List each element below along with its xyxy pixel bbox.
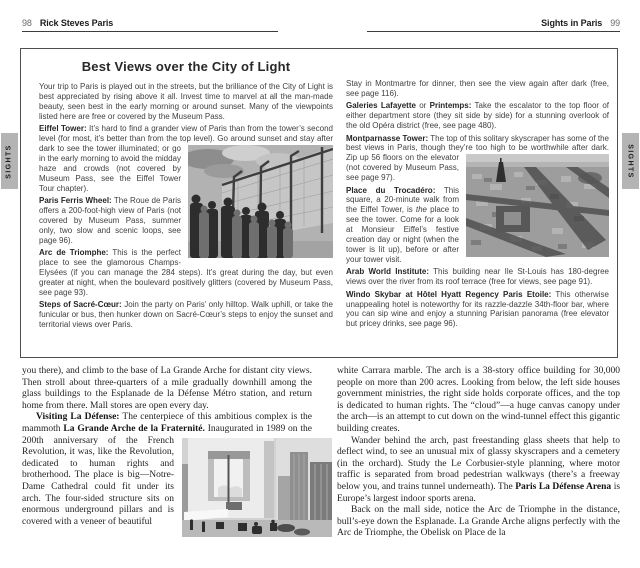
sights-tab-left xyxy=(1,133,18,189)
box-left-column xyxy=(39,57,333,351)
eiffel-tower-text-b: or go in the early morning to avoid the midday haze and crowds (not covered by Museum Pass, see the Eiffel Tower Tour chapter). xyxy=(39,143,181,193)
trocadero-text-b: place to see the tower. Come for a look at Monsieur Eiffel’s festive creation day or night (when the tower is lit up), before or after your tower visit. xyxy=(346,205,459,264)
left-running-head xyxy=(22,18,113,28)
sacre-coeur-text: Join the party on Paris’ only hilltop. Walk uphill, or take the funicular or bus, then hunker down on Sacré-Cœur’s steps to enjoy the sunset and territorial views over Paris. xyxy=(39,300,333,329)
galeries-lead: Galeries Lafayette xyxy=(346,101,416,111)
left-page-number: 98 xyxy=(22,18,32,28)
trocadero-text-a: This square, a 20-minute walk from the Eiffel Tower, is xyxy=(346,185,460,215)
grande-arche-bold-name: La Grande Arche de la Fraternité. xyxy=(63,423,205,434)
montmartre-continuation xyxy=(346,79,609,99)
sights-tab-right-label: SIGHTS xyxy=(627,143,634,179)
sacre-coeur-lead: Steps of Sacré-Cœur: xyxy=(39,300,122,310)
ferris-wheel-lead: Paris Ferris Wheel: xyxy=(39,195,112,205)
arab-world-institute-lead: Arab World Institute: xyxy=(346,267,430,277)
back-on-mall-side-text: Back on the mall side, notice the Arc de Triomphe in the distance, bull’s-eye down the Esplanade. La Grande Arche aligns perfectly with the Arc de Triomphe, the Obelisk on Place de la xyxy=(337,505,620,539)
sights-tab-right xyxy=(622,133,639,189)
wander-behind-arch-paragraph xyxy=(337,436,620,506)
left-book-title: Rick Steves Paris xyxy=(39,18,114,28)
back-on-mall-side-paragraph xyxy=(337,505,620,540)
galeries-lafayette-entry xyxy=(346,101,609,131)
ferris-wheel-text: The Roue de Paris offers a 200-foot-high view of Paris (not covered by Museum Pass, summer only, two slow and scenic loops, see page 96). xyxy=(39,195,181,245)
carrara-marble-text: white Carrara marble. The arch is a 38-story office building for 30,000 people on more than 200 acres. Looking from below, the left side houses government ministries, the right side holds corporate offices, and the top is dedicated to human rights. The “cloud”—a huge canvas canopy under the arch—is an attempt to cut down on the wind-tunnel effect this gigantic building creates. xyxy=(337,366,620,434)
montparnasse-text-a: The top of this solitary skyscraper has some of the best views in Paris, though they’re too high to be worthwhile after dark. Zip up 56 floors on the elevator xyxy=(346,133,609,163)
paris-la-defense-arena-bold: Paris La Défense Arena xyxy=(515,481,612,492)
paris-aerial-view-photo xyxy=(466,154,609,257)
arc-de-triomphe-text: This is the perfect place to see the glamorous Champs-Elysées (if you can manage the 284 steps). It’s great during the day, but even greater at night, when the boulevard positively glitters (covered by Museum Pass, see page 93). xyxy=(39,248,333,297)
windo-skybar-entry xyxy=(346,290,609,330)
arc-de-triomphe-lead: Arc de Triomphe: xyxy=(39,248,109,257)
galeries-text: Take the escalator to the top floor of either department store (they sit side by side) for a stunning overlook of the old Opéra district (free, see page 480). xyxy=(346,101,609,131)
sacre-coeur-entry xyxy=(39,300,333,330)
wander-text-b: is Europe’s largest indoor sports arena. xyxy=(337,481,621,504)
box-title: Best Views over the City of Light xyxy=(81,59,291,74)
left-header-rule xyxy=(22,31,278,32)
la-grande-arche-plaza-photo xyxy=(182,438,332,537)
right-section-title: Sights in Paris xyxy=(541,18,603,28)
trocadero-italic-the: the xyxy=(415,205,427,215)
box-intro-paragraph xyxy=(39,82,333,122)
right-running-head xyxy=(541,18,620,28)
best-views-sidebar-box xyxy=(20,48,618,358)
carrara-marble-paragraph xyxy=(337,366,620,436)
right-page-number: 99 xyxy=(610,18,620,28)
box-right-column xyxy=(346,79,609,351)
body-paragraph-continuation xyxy=(22,366,312,412)
visiting-la-defense-lead: Visiting La Défense: xyxy=(36,412,120,423)
arab-world-institute-entry xyxy=(346,267,609,287)
trocadero-lead: Place du Trocadéro: xyxy=(346,185,436,195)
box-intro-text: Your trip to Paris is played out in the streets, but the brilliance of the City of Light is best appreciated by rising above it all. Invest time to marvel at all the man-made beauty, seen best in the early morning or around sunset. Many of the viewpoints listed here are free or covered by the Museum Pass. xyxy=(39,82,333,121)
arab-world-institute-text: This building near Ile St-Louis has 180-degree views over the river from its roof terrace (free for views, see page 91). xyxy=(346,267,610,287)
eiffel-tower-observation-deck-photo xyxy=(188,145,333,258)
galeries-or: or xyxy=(419,101,427,111)
eiffel-tower-text-a: It’s hard to find a grander view of Paris than from the tower’s second level (for most, it’s better than from the top level). Go around sunset and stay after dark to see the tower illuminated; xyxy=(39,124,333,153)
eiffel-tower-entry xyxy=(39,124,333,193)
montparnasse-text-b: (not covered by Museum Pass, see page 97). xyxy=(346,163,459,183)
visiting-la-defense-text-b: Inaugurated in 1989 on the 200th anniversary of the French Revolution, it was, like the Revolution, dedicated to human rights and brotherhood. The place is big—Notre-Dame Cathedral could fit under its arch. The four-sided structure sits on enormous underground pillars and is covered with a veneer of beautiful xyxy=(22,423,313,527)
montparnasse-entry xyxy=(346,134,609,184)
windo-skybar-lead: Windo Skybar at Hôtel Hyatt Regency Paris Etoile: xyxy=(346,289,552,299)
body-left-column xyxy=(22,366,312,540)
body-p1-text: you there), and climb to the base of La Grande Arche for distant city views. Then stroll about three-quarters of a mile gradually downhill among the glass buildings to the Esplanade de la Défense Métro station, and return home from there. Mall stores are open every day. xyxy=(22,366,312,411)
windo-skybar-text: This otherwise unappealing hotel is noteworthy for its razzle-dazzle 34th-floor bar, where you can sip wine and enjoy a stunning Parisian panorama (free elevator but pricey drinks, see page 96). xyxy=(346,289,609,329)
visiting-la-defense-paragraph xyxy=(22,412,312,528)
body-text-columns xyxy=(0,366,640,540)
wander-text-a: Wander behind the arch, past freestanding glass sheets that help to deflect wind, to see an unusual mix of glassy skyscrapers and a cemetery (in the orchard). Study the Le Corbusier-style planning, where motor traffic is separated from broad pedestrian walkways (there’s a freeway below you, and trains tunnel underneath). The xyxy=(337,435,620,492)
right-header-rule xyxy=(367,31,620,32)
eiffel-tower-lead: Eiffel Tower: xyxy=(39,124,87,134)
printemps-lead: Printemps: xyxy=(429,101,472,111)
montparnasse-lead: Montparnasse Tower: xyxy=(346,133,429,143)
body-right-column xyxy=(337,366,620,540)
sights-tab-left-label: SIGHTS xyxy=(6,143,13,179)
visiting-la-defense-text-a: The centerpiece of this ambitious complex is the mammoth xyxy=(22,412,312,434)
montmartre-text: Stay in Montmartre for dinner, then see the view again after dark (free, see page 116). xyxy=(346,79,609,98)
